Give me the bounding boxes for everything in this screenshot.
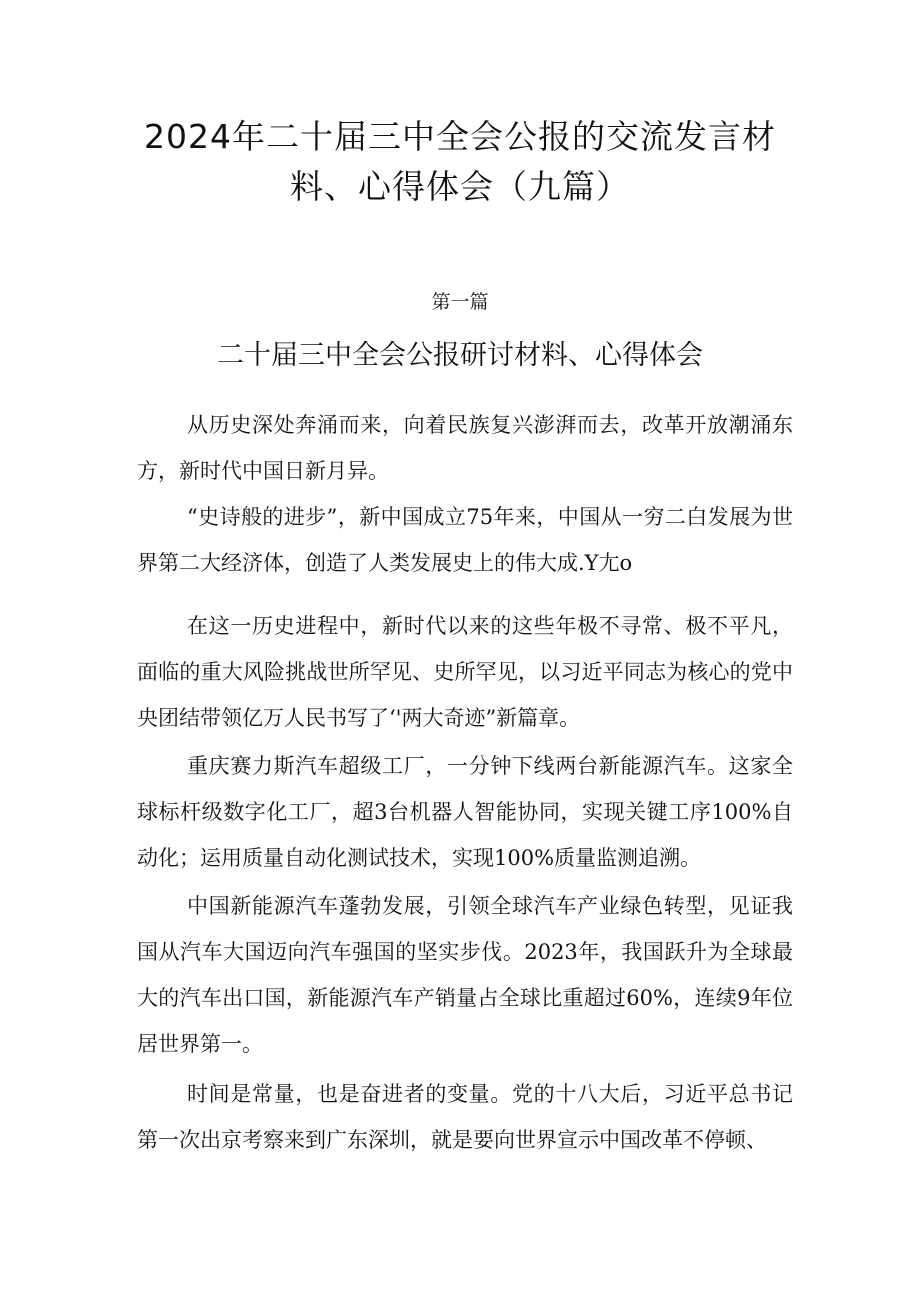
paragraph-1: 从历史深处奔涌而来，向着民族复兴澎湃而去，改革开放潮涌东方，新时代中国日新月异。 bbox=[137, 413, 793, 483]
paragraph-5: 中国新能源汽车蓬勃发展，引领全球汽车产业绿色转型，见证我国从汽车大国迈向汽车强国的坚实步伐。2023年，我国跃升为全球最大的汽车出口国，新能源汽车产销量占全球比重超过60%，连续9年位居世界第一。 bbox=[137, 894, 793, 1056]
section-title: 二十届三中全会公报研讨材料、心得体会 bbox=[217, 340, 703, 371]
paragraph-6: 时间是常量，也是奋进者的变量。党的十八大后，习近平总书记第一次出京考察来到广东深圳，就是要向世界宣示中国改革不停顿、 bbox=[137, 1082, 793, 1152]
paragraph-4: 重庆赛力斯汽车超级工厂，一分钟下线两台新能源汽车。这家全球标杆级数字化工厂，超3台机器人智能协同，实现关键工序100%自动化；运用质量自动化测试技术，实现100%质量监测追溯。 bbox=[137, 754, 793, 870]
document-title: 2024年二十届三中全会公报的交流发言材料、心得体会（九篇） bbox=[144, 117, 776, 206]
paragraph-2: “史诗般的进步”，新中国成立75年来，中国从一穷二白发展为世界第二大经济体，创造了人类发展史上的伟大成.Y尢o bbox=[137, 505, 793, 575]
part-label: 第一篇 bbox=[431, 291, 489, 313]
paragraph-3: 在这一历史进程中，新时代以来的这些年极不寻常、极不平凡，面临的重大风险挑战世所罕见、史所罕见，以习近平同志为核心的党中央团结带领亿万人民书写了‘'两大奇迹”新篇章。 bbox=[137, 614, 793, 730]
